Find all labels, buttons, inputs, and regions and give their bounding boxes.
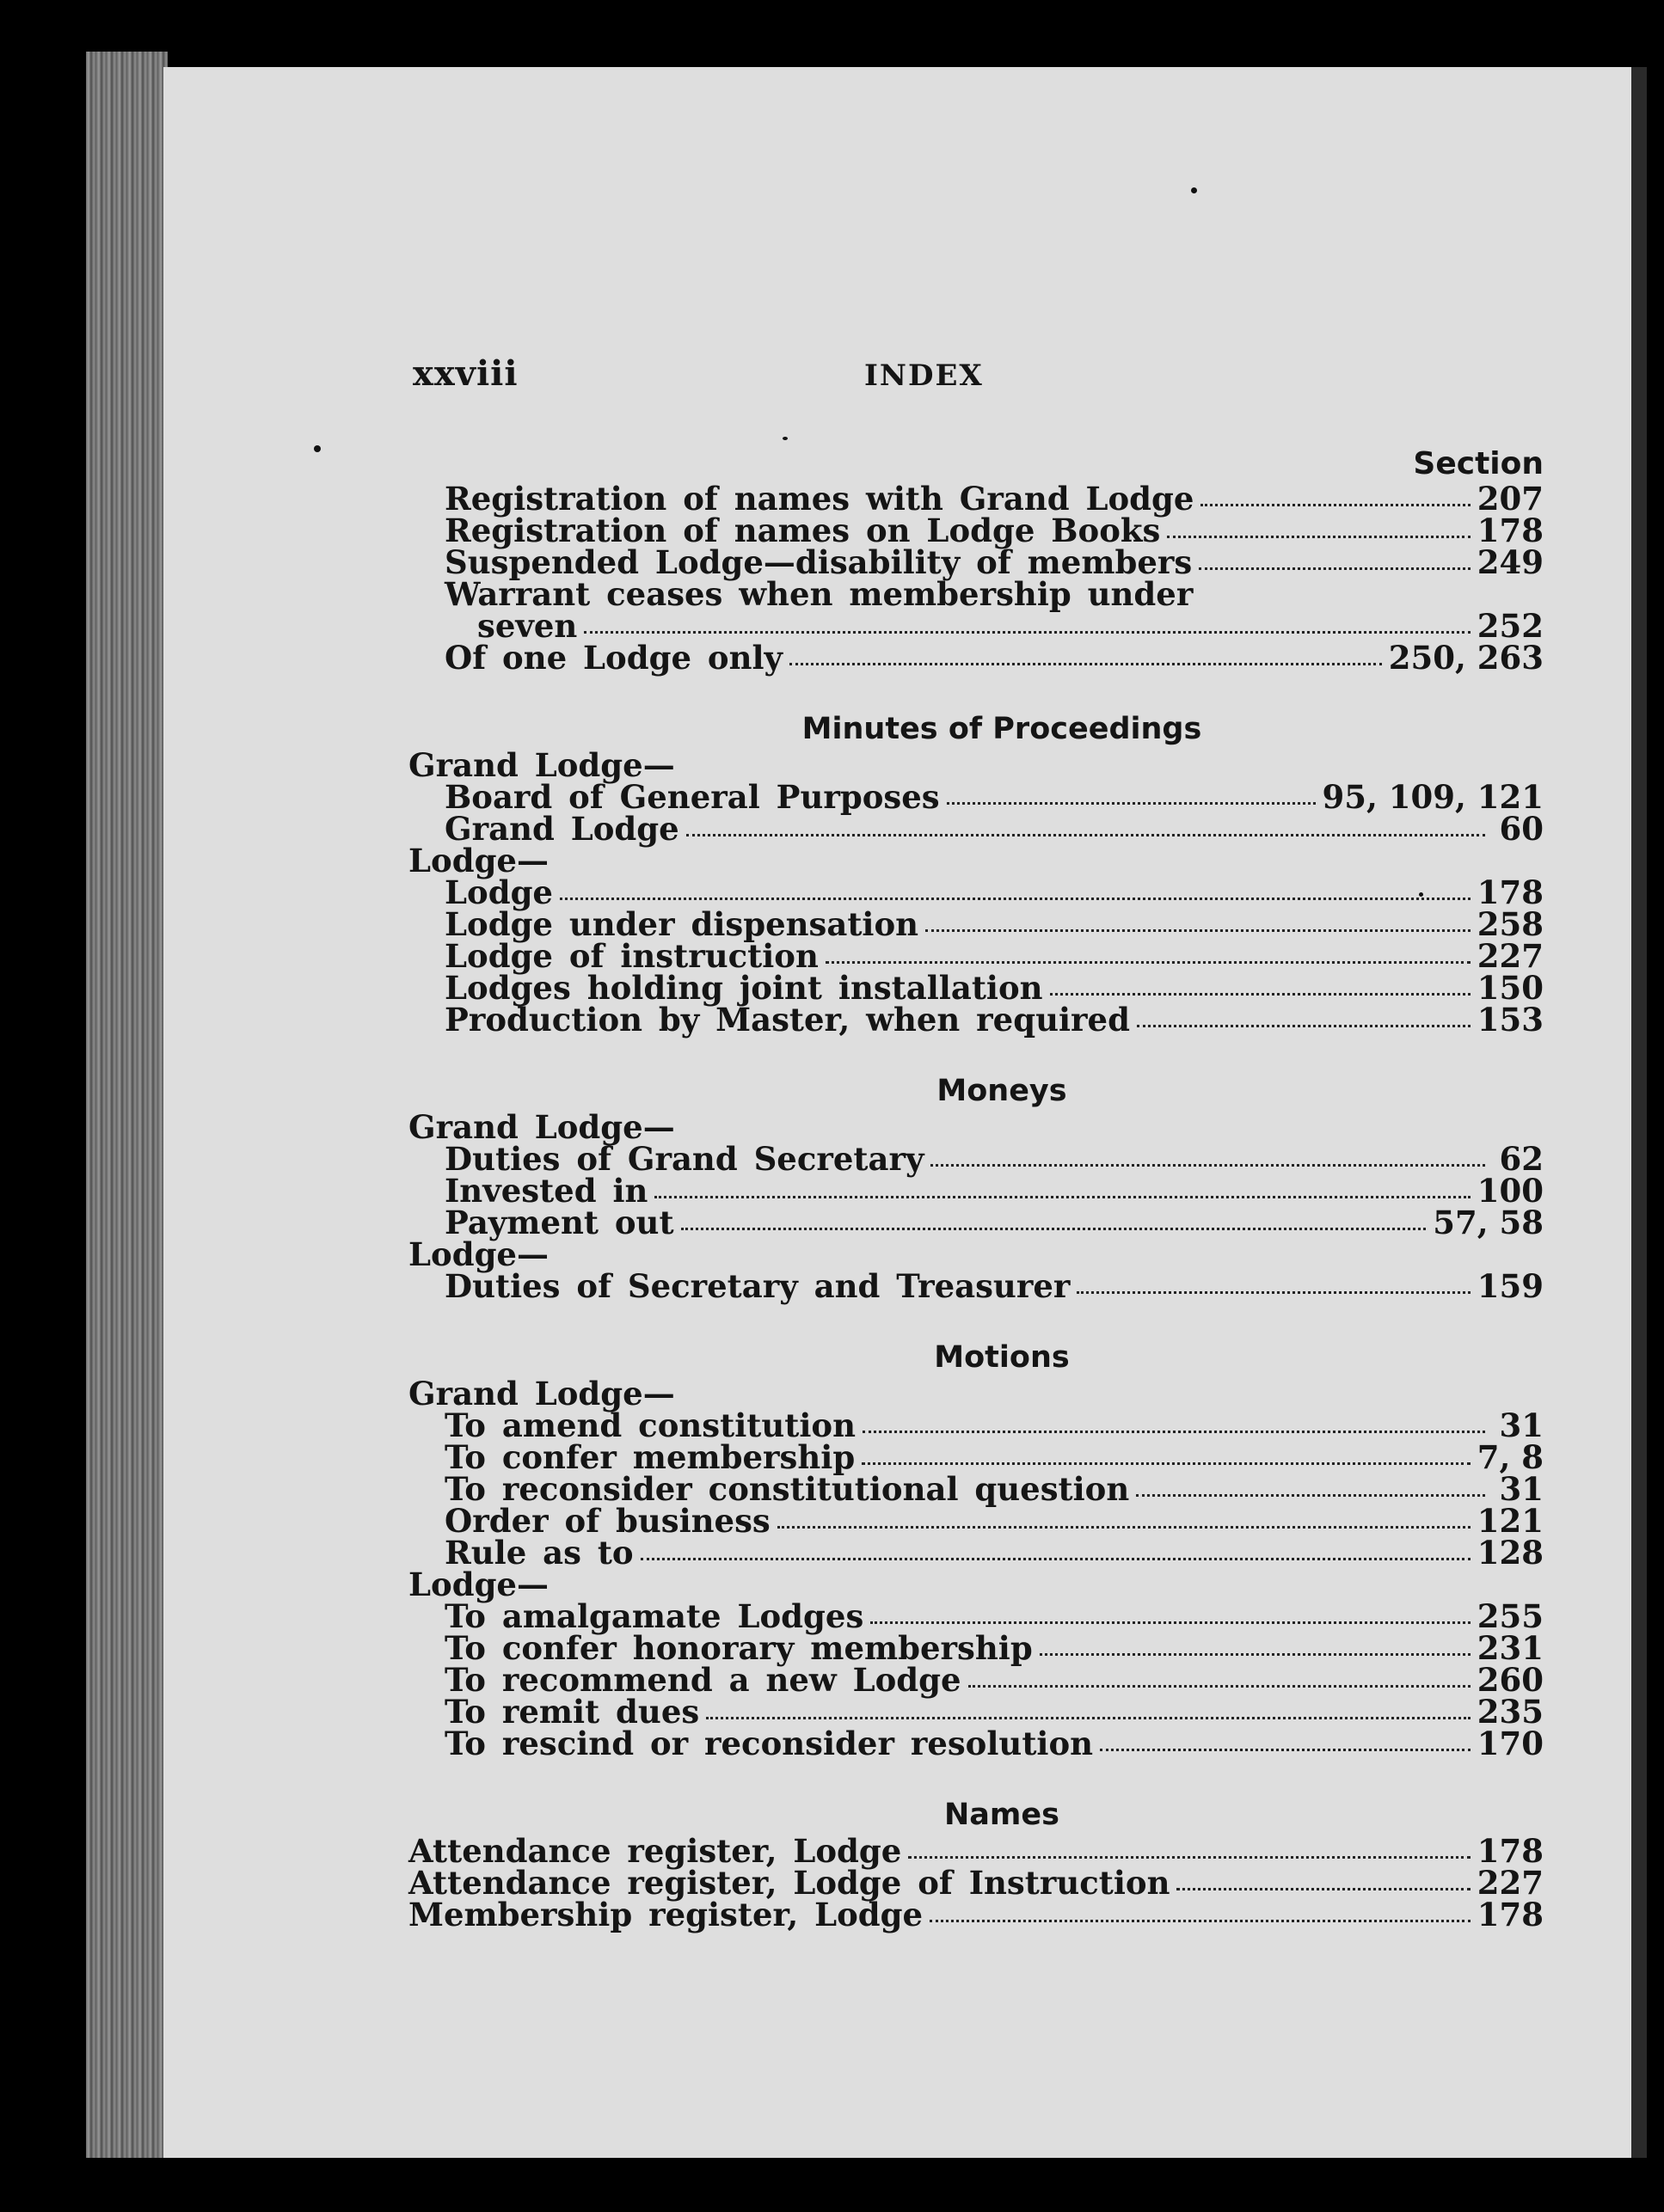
book-page	[163, 67, 1647, 2158]
entry-section-ref: 258	[1477, 905, 1544, 943]
entry-section-ref: 178	[1477, 1832, 1544, 1870]
entry-section-ref: 231	[1477, 1629, 1544, 1667]
group-label	[408, 1566, 1544, 1603]
index-entry	[408, 1534, 1544, 1572]
entry-label: To reconsider constitutional question	[445, 1470, 1130, 1508]
entry-label: To confer membership	[445, 1438, 856, 1476]
index-entry	[408, 1693, 1544, 1731]
dot-leader	[654, 1196, 1470, 1198]
index-entry	[408, 639, 1544, 677]
entry-section-ref: 159	[1477, 1267, 1544, 1305]
entry-label: Registration of names on Lodge Books	[445, 512, 1161, 549]
index-entry	[408, 778, 1544, 816]
dot-leader	[862, 1462, 1471, 1465]
entry-section-ref: 57, 58	[1433, 1204, 1544, 1241]
index-entry	[408, 480, 1544, 518]
entry-section-ref: 95, 109, 121	[1322, 778, 1544, 816]
dot-leader	[686, 834, 1485, 836]
entry-label: Registration of names with Grand Lodge	[445, 480, 1194, 518]
dot-leader	[789, 663, 1382, 665]
index-entry	[408, 1832, 1544, 1870]
group-label	[408, 1235, 1544, 1273]
entry-section-ref: 31	[1499, 1406, 1544, 1444]
entry-section-ref: 170	[1477, 1725, 1544, 1762]
film-speck	[1419, 892, 1423, 897]
index-entry-continuation	[408, 607, 1544, 645]
index-entry	[408, 1896, 1544, 1933]
entry-label: To recommend a new Lodge	[445, 1661, 961, 1699]
entry-label: Payment out	[445, 1204, 674, 1241]
index-entry	[408, 543, 1544, 581]
index-content	[408, 445, 1544, 1931]
entry-label: Duties of Secretary and Treasurer	[445, 1267, 1071, 1305]
dot-leader	[641, 1558, 1471, 1560]
entry-section-ref: 150	[1477, 969, 1544, 1007]
dot-leader	[925, 929, 1471, 932]
entry-section-ref: 7, 8	[1477, 1438, 1544, 1476]
group-label-text: Lodge—	[408, 1235, 549, 1273]
entry-section-ref: 31	[1499, 1470, 1544, 1508]
dot-leader	[908, 1856, 1470, 1859]
group-label	[408, 1108, 1544, 1146]
film-speck	[314, 445, 321, 452]
dot-leader	[1136, 1494, 1485, 1497]
index-entry	[408, 969, 1544, 1007]
entry-label: Suspended Lodge—disability of members	[445, 543, 1193, 581]
dot-leader	[947, 802, 1316, 805]
entry-label: Of one Lodge only	[445, 639, 783, 677]
entry-label: Lodge of instruction	[445, 937, 819, 975]
group-label-text: Grand Lodge—	[408, 1108, 675, 1146]
entry-section-ref: 178	[1477, 512, 1544, 549]
entry-section-ref: 227	[1477, 1864, 1544, 1902]
dot-leader	[706, 1717, 1471, 1719]
index-entry	[408, 512, 1544, 549]
dot-leader	[681, 1228, 1427, 1230]
dot-leader	[560, 898, 1471, 900]
entry-label-continued: seven	[477, 607, 578, 645]
group-label	[408, 1375, 1544, 1412]
entry-label: Rule as to	[445, 1534, 634, 1572]
entry-section-ref: 235	[1477, 1693, 1544, 1731]
entry-label: To amalgamate Lodges	[445, 1597, 864, 1635]
dot-leader	[1176, 1888, 1470, 1890]
dot-leader	[1040, 1653, 1471, 1656]
dot-leader	[863, 1431, 1485, 1433]
group-label-text: Lodge—	[408, 1566, 549, 1603]
group-label-text: Lodge—	[408, 842, 549, 879]
top-entries	[408, 480, 1544, 677]
film-speck	[783, 437, 788, 440]
dot-leader	[930, 1920, 1471, 1922]
dot-leader	[968, 1685, 1471, 1688]
entry-label: Membership register, Lodge	[408, 1896, 924, 1933]
film-speck	[1191, 187, 1197, 193]
entry-section-ref: 255	[1477, 1597, 1544, 1635]
dot-leader	[870, 1621, 1470, 1624]
dot-leader	[1100, 1749, 1471, 1751]
entry-section-ref: 252	[1477, 607, 1544, 645]
entry-section-ref: 178	[1477, 873, 1544, 911]
entry-section-ref: 207	[1477, 480, 1544, 518]
entry-section-ref: 60	[1499, 810, 1544, 848]
dot-leader	[1050, 993, 1471, 996]
section-heading: Minutes of Proceedings	[801, 712, 1202, 746]
entry-section-ref: 249	[1477, 543, 1544, 581]
entry-section-ref: 128	[1477, 1534, 1544, 1572]
group-label-text: Grand Lodge—	[408, 746, 675, 784]
index-entry	[408, 810, 1544, 848]
entry-label: Attendance register, Lodge	[408, 1832, 902, 1870]
index-entry	[408, 1001, 1544, 1039]
dot-leader	[1077, 1291, 1470, 1294]
dot-leader	[584, 631, 1470, 634]
section-heading: Moneys	[936, 1074, 1067, 1108]
index-entry-first-line	[408, 575, 1544, 613]
index-entry	[408, 1502, 1544, 1540]
section-column-header: Section	[1413, 446, 1544, 481]
entry-section-ref: 153	[1477, 1001, 1544, 1039]
index-entry	[408, 1470, 1544, 1508]
entry-label: Production by Master, when required	[445, 1001, 1130, 1039]
entry-label: Attendance register, Lodge of Instruction	[408, 1864, 1170, 1902]
index-entry	[408, 1406, 1544, 1444]
entry-section-ref: 260	[1477, 1661, 1544, 1699]
index-entry	[408, 1629, 1544, 1667]
entry-label: To confer honorary membership	[445, 1629, 1033, 1667]
index-entry	[408, 873, 1544, 911]
dot-leader	[1199, 567, 1471, 570]
section-heading: Names	[944, 1798, 1059, 1832]
entry-label: To remit dues	[445, 1693, 700, 1731]
entry-label: To rescind or reconsider resolution	[445, 1725, 1094, 1762]
group-label	[408, 746, 1544, 784]
entry-label: Lodge under dispensation	[445, 905, 919, 943]
entry-label: Warrant ceases when membership under	[445, 575, 1194, 613]
dot-leader	[1137, 1025, 1471, 1027]
entry-label: Grand Lodge	[445, 810, 679, 848]
entry-label: Lodge	[445, 873, 553, 911]
entry-section-ref: 100	[1477, 1172, 1544, 1210]
index-entry	[408, 1267, 1544, 1305]
dot-leader	[930, 1164, 1485, 1167]
entry-section-ref: 227	[1477, 937, 1544, 975]
index-entry	[408, 1140, 1544, 1178]
index-entry	[408, 1172, 1544, 1210]
entry-label: Lodges holding joint installation	[445, 969, 1043, 1007]
entry-label: Duties of Grand Secretary	[445, 1140, 924, 1178]
index-entry	[408, 1438, 1544, 1476]
index-entry	[408, 1204, 1544, 1241]
entry-label: Order of business	[445, 1502, 771, 1540]
book-page-edges	[86, 52, 168, 2158]
index-entry	[408, 1725, 1544, 1762]
page-number: xxviii	[413, 353, 519, 394]
index-entry	[408, 905, 1544, 943]
section-heading: Motions	[934, 1340, 1070, 1375]
running-title: INDEX	[864, 358, 984, 393]
entry-section-ref: 178	[1477, 1896, 1544, 1933]
entry-label: To amend constitution	[445, 1406, 856, 1444]
group-label	[408, 842, 1544, 879]
dot-leader	[1200, 504, 1470, 506]
entry-section-ref: 250, 263	[1388, 639, 1544, 677]
entry-label: Invested in	[445, 1172, 648, 1210]
entry-label: Board of General Purposes	[445, 778, 940, 816]
index-entry	[408, 937, 1544, 975]
dot-leader	[777, 1526, 1471, 1529]
dot-leader	[1167, 536, 1470, 538]
index-entry	[408, 1864, 1544, 1902]
entry-section-ref: 62	[1499, 1140, 1544, 1178]
running-head	[163, 353, 1647, 405]
index-entry	[408, 1661, 1544, 1699]
group-label-text: Grand Lodge—	[408, 1375, 675, 1412]
index-entry	[408, 1597, 1544, 1635]
index-sections	[408, 708, 1544, 1931]
dot-leader	[826, 961, 1471, 964]
entry-section-ref: 121	[1477, 1502, 1544, 1540]
